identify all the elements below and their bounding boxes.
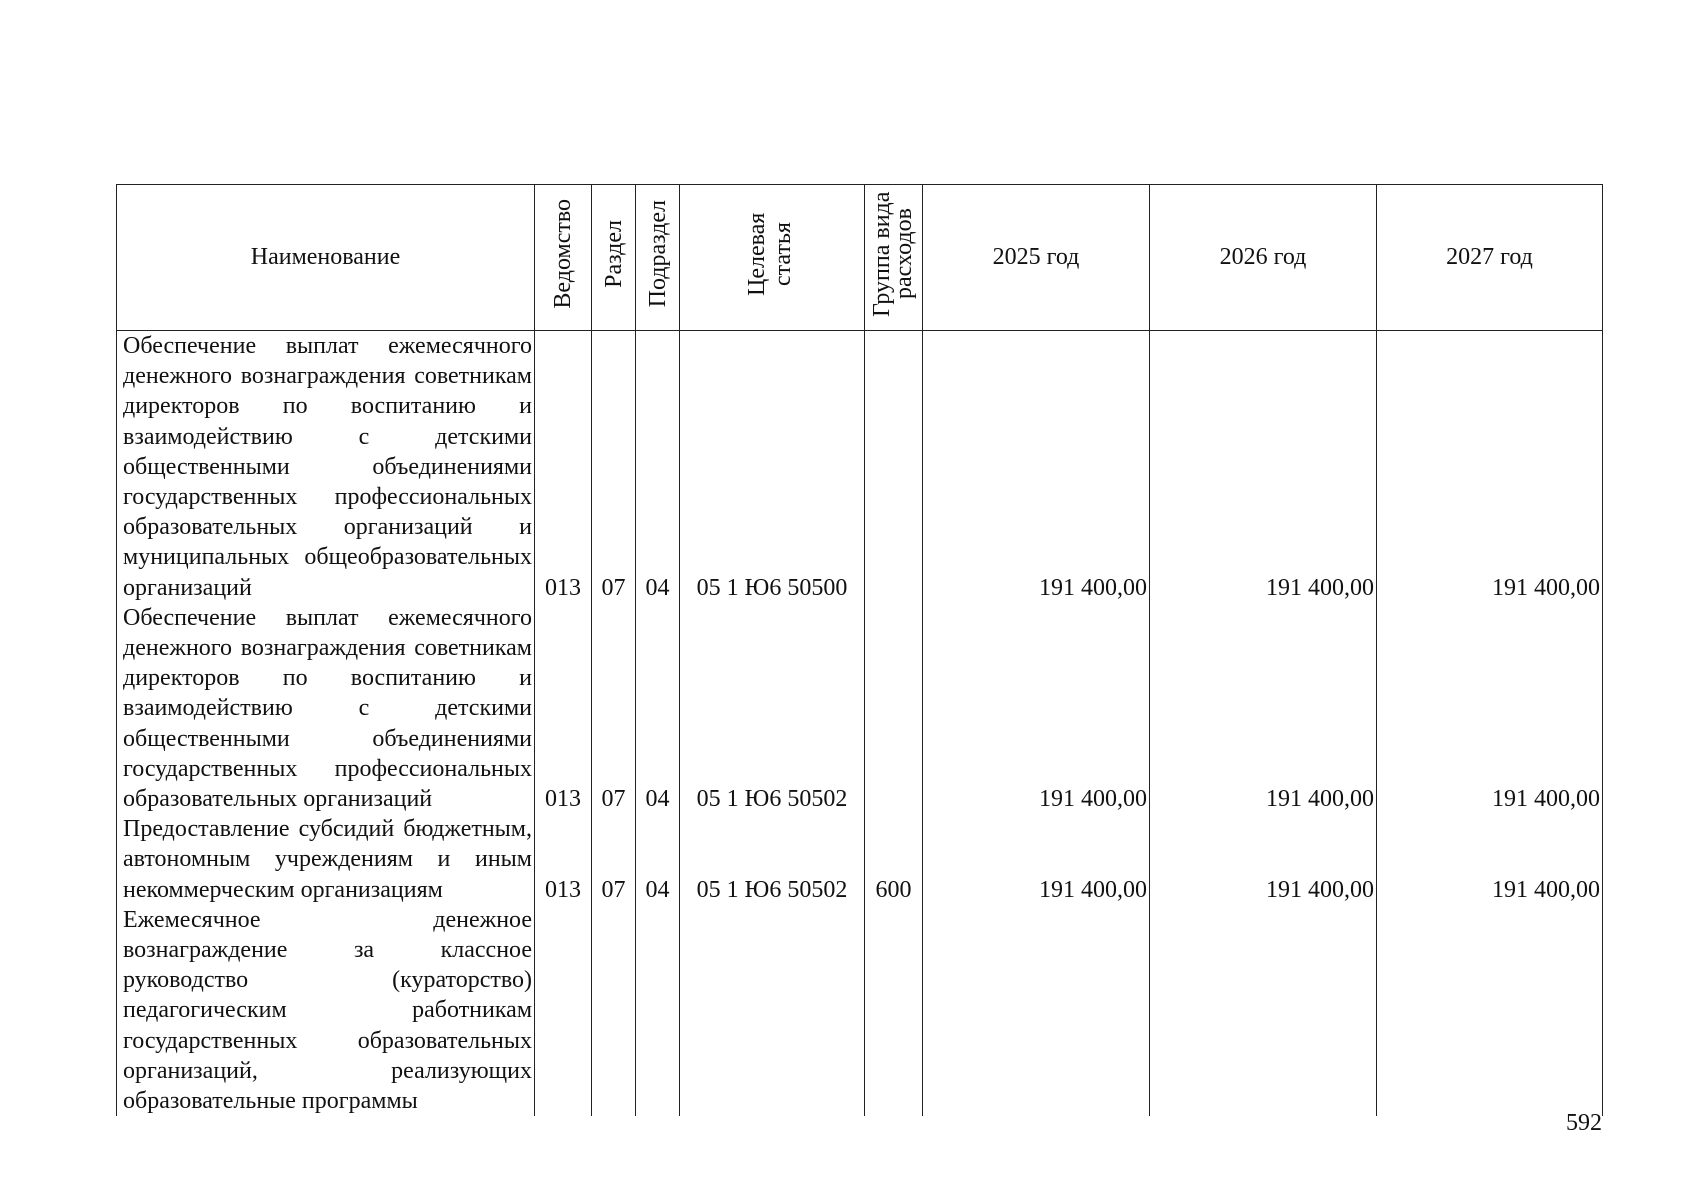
row-2027: 191 400,00 [1377,603,1603,814]
row-name: Обеспечение выплат ежемесячного денежного вознаграждения советникам директоров по воспитанию и взаимодействию с детскими общественными объединениями государственных профессиональных образовательных организаций и муниципальных общеобразовательных организаций [117,331,535,603]
row-razdel: 07 [592,331,636,603]
row-2025: 191 400,00 [923,814,1150,905]
row-podrazdel: 04 [636,603,680,814]
table-row [117,905,1603,1116]
row-name: Обеспечение выплат ежемесячного денежного вознаграждения советникам директоров по воспитанию и взаимодействию с детскими общественными объединениями государственных профессиональных образовательных организаций [117,603,535,814]
row-2025: 191 400,00 [923,603,1150,814]
row-gruppa: 600 [865,814,923,905]
header-vedomstvo: Ведомство [535,185,592,331]
row-razdel: 07 [592,603,636,814]
header-2026: 2026 год [1150,185,1377,331]
header-name: Наименование [117,185,535,331]
row-2026: 191 400,00 [1150,331,1377,603]
row-2026: 191 400,00 [1150,814,1377,905]
row-celevaya-statya: 05 1 Ю6 50500 [680,331,865,603]
row-celevaya-statya: 05 1 Ю6 50502 [680,603,865,814]
row-2026 [1150,905,1377,1116]
row-vedomstvo [535,905,592,1116]
row-celevaya-statya: 05 1 Ю6 50502 [680,814,865,905]
row-2027: 191 400,00 [1377,331,1603,603]
row-celevaya-statya [680,905,865,1116]
page-number: 592 [1566,1110,1602,1136]
table-row [117,331,1603,603]
header-celevaya-statya: Целевая статья [680,185,865,331]
row-2027: 191 400,00 [1377,814,1603,905]
row-2027 [1377,905,1603,1116]
row-vedomstvo: 013 [535,603,592,814]
row-name: Ежемесячное денежное вознаграждение за классное руководство (кураторство) педагогическим работникам государственных образовательных организаций, реализующих образовательные программы [117,905,535,1116]
budget-table [116,184,1603,1116]
header-2027: 2027 год [1377,185,1603,331]
header-podrazdel: Подраздел [636,185,680,331]
row-gruppa [865,905,923,1116]
table-row [117,814,1603,905]
header-gruppa-vida-rashodov: Группа вида расходов [865,185,923,331]
header-row [117,185,1603,331]
row-podrazdel: 04 [636,331,680,603]
row-gruppa [865,603,923,814]
row-name: Предоставление субсидий бюджетным, автономным учреждениям и иным некоммерческим организациям [117,814,535,905]
header-2025: 2025 год [923,185,1150,331]
row-gruppa [865,331,923,603]
table-row [117,603,1603,814]
row-vedomstvo: 013 [535,814,592,905]
row-2026: 191 400,00 [1150,603,1377,814]
row-2025: 191 400,00 [923,331,1150,603]
row-vedomstvo: 013 [535,331,592,603]
header-razdel: Раздел [592,185,636,331]
row-2025 [923,905,1150,1116]
row-razdel [592,905,636,1116]
row-podrazdel: 04 [636,814,680,905]
row-podrazdel [636,905,680,1116]
row-razdel: 07 [592,814,636,905]
